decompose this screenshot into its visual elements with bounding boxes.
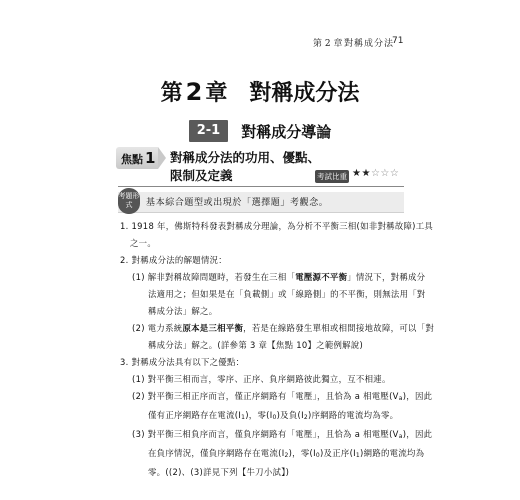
exam-format-badge: 考題形式 — [118, 188, 140, 214]
page-number: 71 — [392, 36, 404, 46]
item-3-3-line-a: (3) 對平衡三相負序而言，僅負序網路有「電壓」，且恰為 a 相電壓(Va)，因此 — [132, 429, 433, 440]
exam-weight-tag: 考試比重 — [317, 172, 347, 181]
exam-format-text: 基本綜合題型或出現於「選擇題」考觀念。 — [146, 198, 329, 208]
exam-weight-stars — [352, 168, 399, 179]
header-section: 對稱成分法 — [344, 39, 395, 49]
item-3-2-line-a: (2) 對平衡三相正序而言，僅正序網路有「電壓」，且恰為 a 相電壓(Va)，因此 — [132, 391, 433, 402]
item-3-3-line-c: 零。((2)、(3)詳見下列【牛刀小試】) — [148, 467, 290, 477]
section-heading — [0, 120, 520, 142]
chapter-title — [0, 76, 520, 107]
focus-tab-label: 焦點 — [121, 153, 143, 166]
item-3-2-line-b: 僅有正序網路存在電流(I1)，零(I0)及負(I2)序網路的電流均為零。 — [148, 410, 399, 421]
focus-title-line1: 對稱成分法的功用、優點、 — [170, 150, 321, 165]
item-2-2-line-b: 稱成分法」解之。(詳參第 3 章【焦點 10】之範例解說) — [148, 340, 364, 350]
focus-tab-number: 1 — [145, 149, 156, 167]
focus-title-line2: 限制及定義 — [170, 168, 233, 183]
chapter-name: 對稱成分法 — [249, 81, 360, 106]
item-3-heading: 3. 對稱成分法具有以下之優點： — [120, 357, 245, 367]
item-3-3-line-b: 在負序情況，僅負序網路存在電流(I2)，零(I0)及正序(I1)網路的電流均為 — [148, 448, 425, 459]
chapter-title-prefix: 第 — [160, 81, 183, 106]
focus-divider — [118, 186, 404, 187]
item-2-1-line-c: 稱成分法」解之。 — [148, 306, 218, 316]
item-2-1-line-a: (1) 解非對稱故障問題時，若發生在三相「電壓源不平衡」情況下，對稱成分 — [132, 272, 426, 282]
section-number-badge: 2-1 — [189, 120, 229, 142]
stars-filled: ★★ — [352, 168, 371, 179]
content-body — [120, 218, 435, 481]
section-title: 對稱成分導論 — [241, 122, 332, 141]
item-2-1-line-b: 法適用之；但如果是在「負載側」或「線路側」的不平衡，則無法用「對 — [148, 289, 426, 299]
focus-title — [170, 149, 320, 185]
item-2-heading: 2. 對稱成分法的解題情況： — [120, 255, 227, 265]
item-1-line-a: 1. 1918 年，佛斯特科發表對稱成分理論，為分析不平衡三相(如非對稱故障)工具 — [120, 221, 434, 231]
stars-empty: ☆☆☆ — [370, 168, 400, 179]
focus-arrow-shape — [158, 147, 166, 169]
header-chapter: 第 2 章 — [313, 39, 343, 49]
focus-tab — [116, 147, 158, 169]
chapter-number: 2 — [185, 78, 203, 106]
item-1-line-b: 之一。 — [130, 238, 157, 248]
running-header — [0, 36, 520, 52]
item-2-2-line-a: (2) 電力系統原本是三相平衡，若是在線路發生單相或相間接地故障，可以「對 — [132, 323, 435, 333]
item-3-1: (1) 對平衡三相而言，零序、正序、負序網路彼此獨立，互不相連。 — [132, 374, 391, 384]
chapter-title-mid: 章 — [205, 81, 228, 106]
